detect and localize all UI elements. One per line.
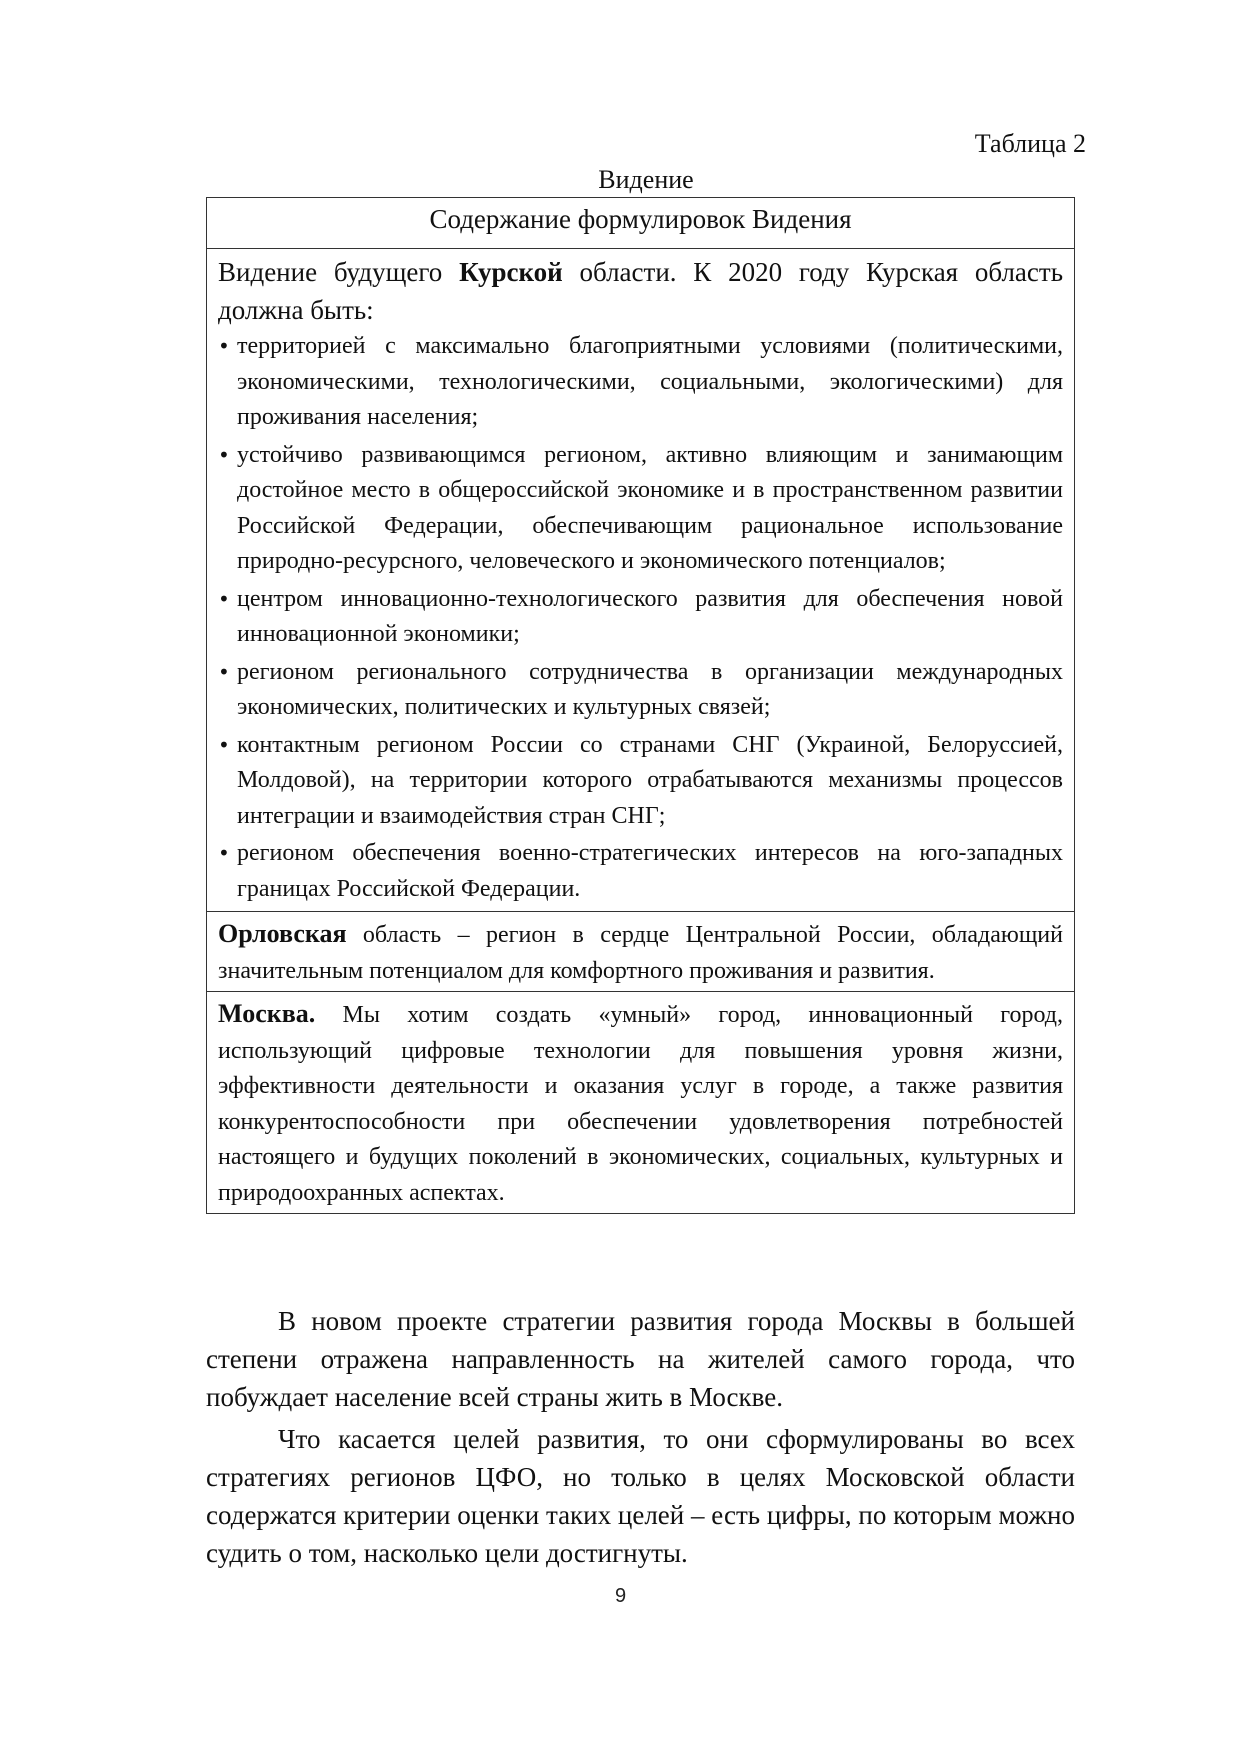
table-header-cell: Содержание формулировок Видения (207, 198, 1075, 249)
table-label: Таблица 2 (974, 129, 1086, 158)
orel-description: область – регион в сердце Центральной России, обладающий значительным потенциалом для комфортного проживания и развития. (218, 922, 1063, 984)
list-item: • устойчиво развивающимся регионом, активно влияющим и занимающим достойное место в общероссийской экономике и в пространственном развитии Российской Федерации, обеспечивающим рациональное использование природно-ресурсного, человеческого и экономического потенциалов; (218, 438, 1063, 580)
orel-cell (207, 912, 1075, 992)
moscow-description: Мы хотим создать «умный» город, инновационный город, использующий цифровые технологии для повышения уровня жизни, эффективности деятельности и оказания услуг в городе, а также развития конкурентоспособности при обеспечении удовлетворения потребностей настоящего и будущих поколений в экономических, социальных, культурных и природоохранных аспектах. (218, 1002, 1063, 1206)
kursk-intro-post: области. К 2020 году Курская область должна быть: (218, 257, 1064, 325)
table-row-kursk (207, 249, 1075, 912)
page-number: 9 (614, 1585, 627, 1607)
paragraph: В новом проекте стратегии развития города Москвы в большей степени отражена направленность на жителей самого города, что побуждает население всей страны жить в Москве. (206, 1306, 1075, 1412)
paragraph: Что касается целей развития, то они сформулированы во всех стратегиях регионов ЦФО, но только в целях Московской области содержатся критерии оценки таких целей – есть цифры, по которым можно судить о том, насколько цели достигнуты. (206, 1424, 1075, 1568)
kursk-intro (218, 253, 1063, 329)
table-row-moscow (207, 992, 1075, 1214)
kursk-bullet-list (218, 329, 1063, 907)
list-item: • центром инновационно-технологического развития для обеспечения новой инновационной экономики; (218, 582, 1063, 653)
table-title: Видение (598, 165, 694, 194)
kursk-intro-pre: Видение будущего (218, 257, 460, 287)
list-item: • территорией с максимально благоприятными условиями (политическими, экономическими, технологическими, социальными, экологическими) для проживания населения; (218, 329, 1063, 436)
table-header-row (207, 198, 1075, 249)
orel-region-name: Орловская (218, 919, 347, 948)
list-item: • контактным регионом России со странами СНГ (Украиной, Белоруссией, Молдовой), на территории которого отрабатываются механизмы процессов интеграции и взаимодействия стран СНГ; (218, 728, 1063, 835)
body-text (206, 1302, 1075, 1572)
orel-text (218, 916, 1063, 989)
kursk-region-name: Курской (459, 257, 563, 287)
kursk-cell (207, 249, 1075, 912)
list-item: • регионом регионального сотрудничества в организации международных экономических, политических и культурных связей; (218, 655, 1063, 726)
table-row-orel (207, 912, 1075, 992)
vision-table (206, 197, 1075, 1214)
moscow-cell (207, 992, 1075, 1214)
moscow-region-name: Москва. (218, 999, 316, 1028)
moscow-text (218, 996, 1063, 1211)
list-item: • регионом обеспечения военно-стратегических интересов на юго-западных границах Российской Федерации. (218, 836, 1063, 907)
